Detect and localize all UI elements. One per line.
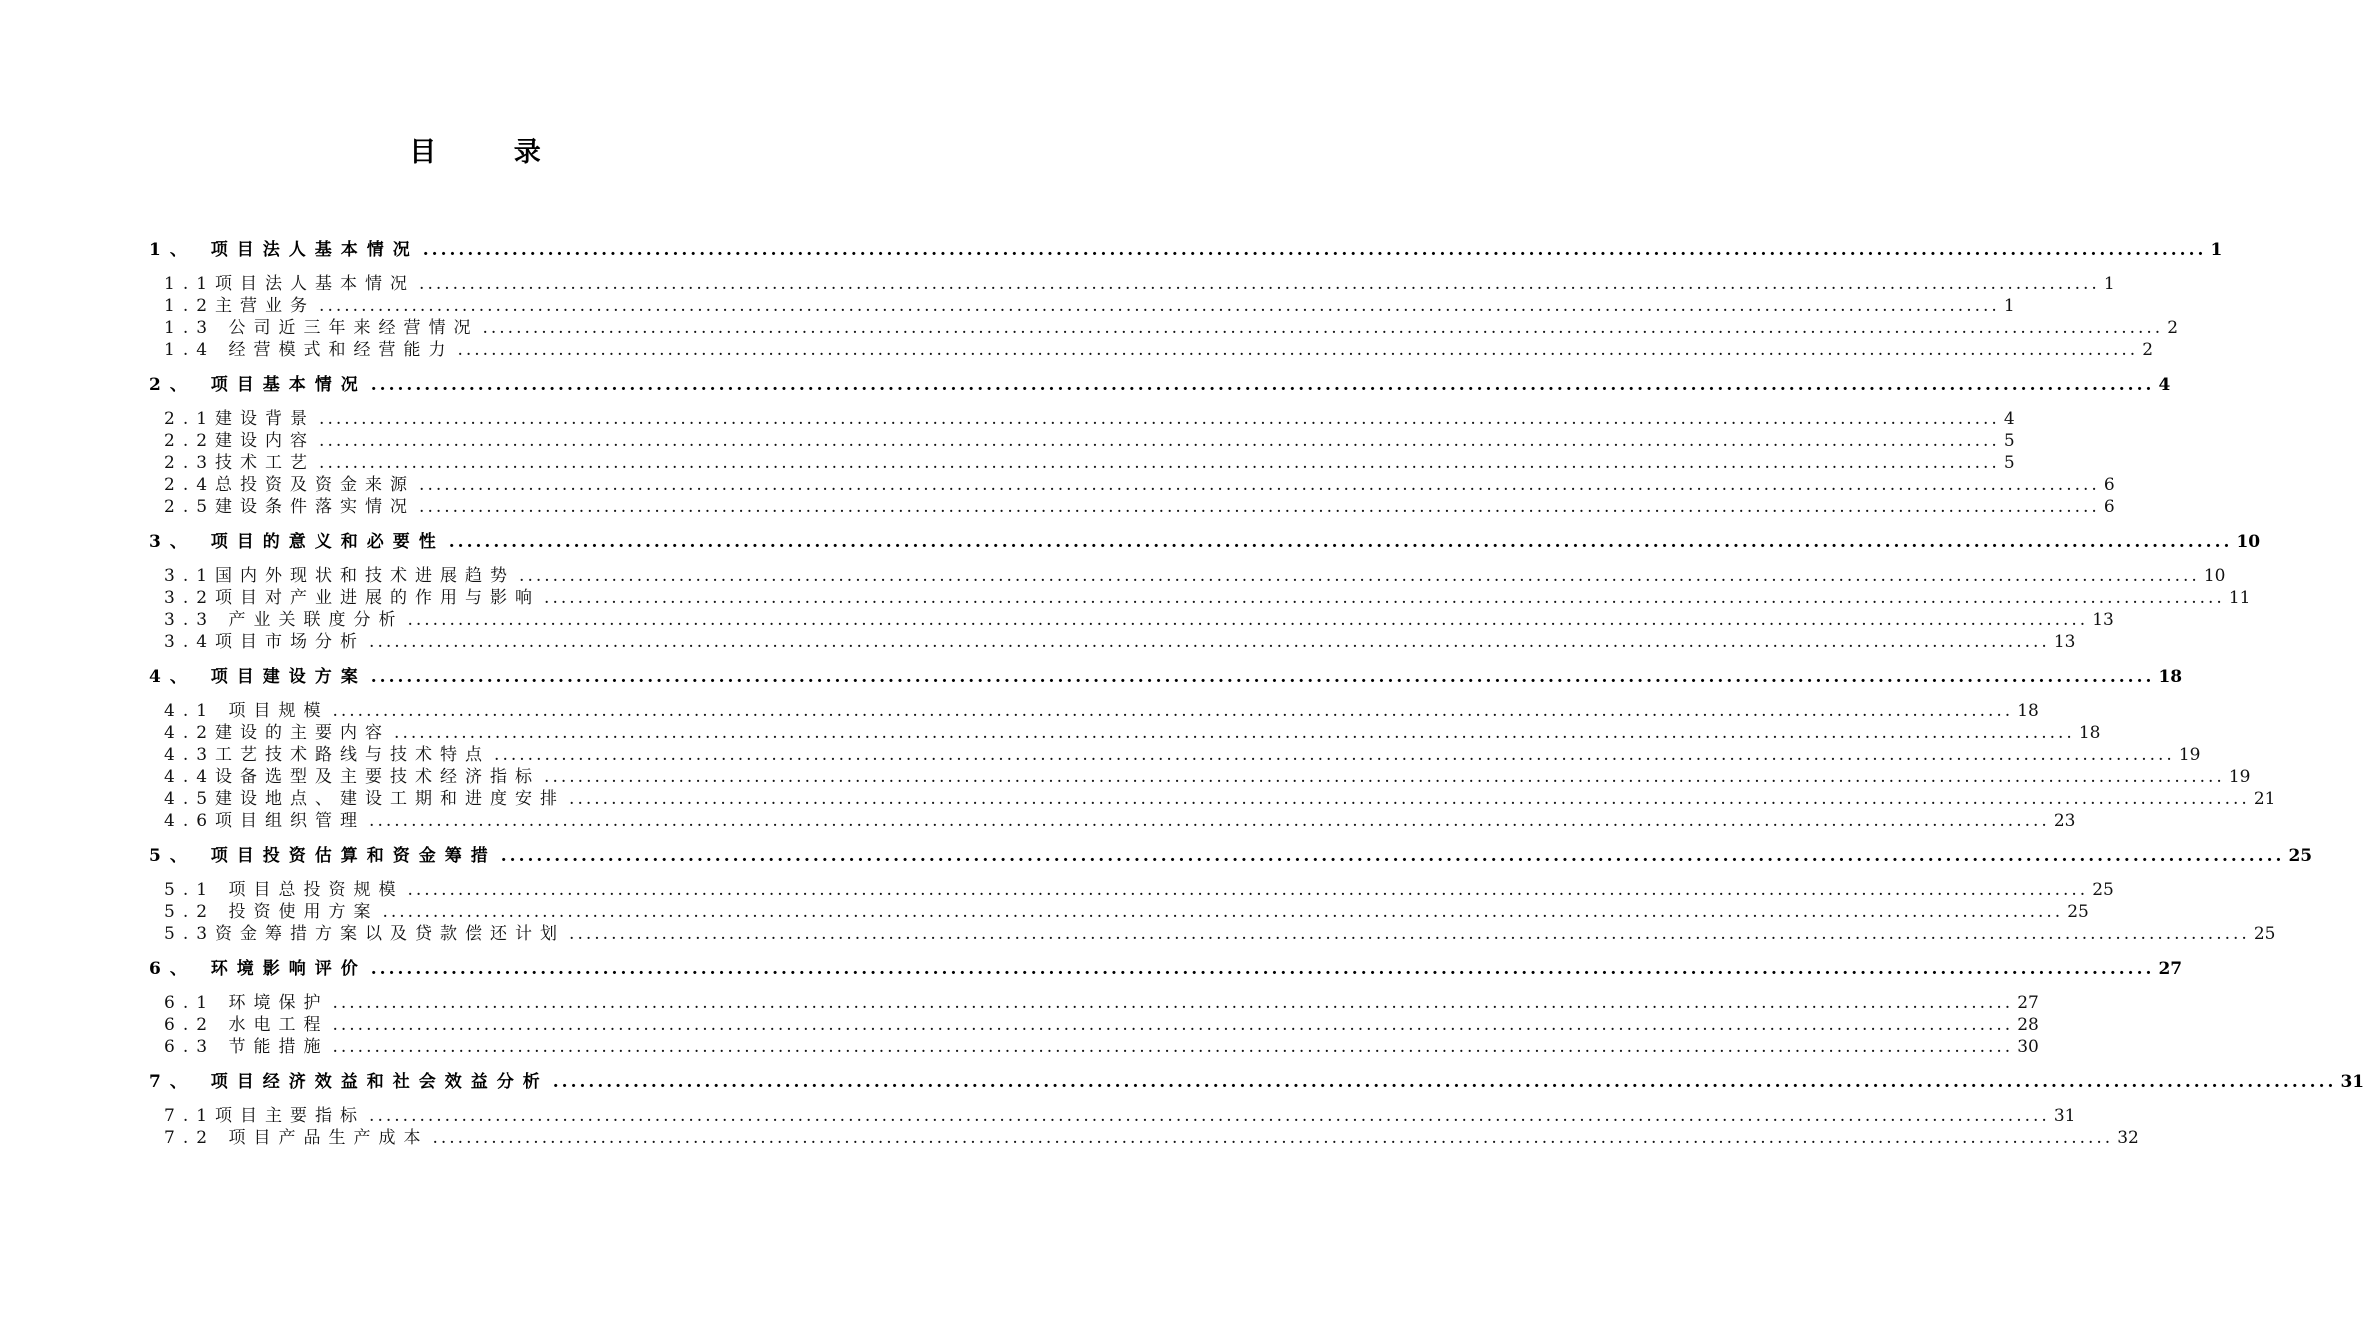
- toc-leader-dots: ........................................................................................................................................................................................................: [544, 767, 2225, 787]
- toc-leader-dots: ........................................................................................................................................................................................................: [394, 723, 2075, 743]
- toc-entry-label: 4、 项目建设方案: [149, 667, 367, 687]
- toc-entry-label: 6.3 节能措施: [164, 1037, 329, 1057]
- toc-page-number: 31: [2053, 1106, 2076, 1126]
- toc-leader-dots: ........................................................................................................................................................................................................: [482, 318, 2164, 338]
- toc-section-entry: [149, 922, 2276, 944]
- toc-page-number: 18: [2078, 723, 2101, 743]
- toc-entry-label: 4.5建设地点、建设工期和进度安排: [164, 789, 566, 809]
- toc-page-number: 19: [2228, 767, 2251, 787]
- toc-chapter-entry: [149, 238, 2223, 260]
- toc-leader-dots: ........................................................................................................................................................................................................: [319, 453, 2000, 473]
- toc-leader-dots: ........................................................................................................................................................................................................: [569, 924, 2250, 944]
- toc-leader-dots: ........................................................................................................................................................................................................: [319, 409, 2000, 429]
- toc-leader-dots: ........................................................................................................................................................................................................: [457, 340, 2139, 360]
- toc-page-number: 21: [2253, 789, 2276, 809]
- toc-page-number: 6: [2103, 497, 2115, 517]
- toc-leader-dots: ........................................................................................................................................................................................................: [369, 811, 2050, 831]
- toc-entry-label: 3.4项目市场分析: [164, 632, 366, 652]
- toc-page-number: 5: [2003, 453, 2015, 473]
- toc-entry-label: 1、 项目法人基本情况: [149, 240, 419, 260]
- toc-page-number: 10: [2236, 532, 2261, 552]
- toc-page-number: 32: [2117, 1128, 2139, 1148]
- toc-page-number: 11: [2228, 588, 2251, 608]
- toc-section-entry: [149, 338, 2154, 360]
- toc-entry-label: 3.3 产业关联度分析: [164, 610, 404, 630]
- toc-entry-label: 6.1 环境保护: [164, 993, 329, 1013]
- toc-section-entry: [149, 1035, 2039, 1057]
- toc-page-number: 13: [2053, 632, 2076, 652]
- toc-entry-label: 4.6项目组织管理: [164, 811, 366, 831]
- table-of-contents: [149, 238, 2364, 1148]
- toc-entry-label: 2.5建设条件落实情况: [164, 497, 416, 517]
- toc-page-number: 18: [2158, 667, 2183, 687]
- toc-entry-label: 7.2 项目产品生产成本: [164, 1128, 429, 1148]
- toc-leader-dots: ........................................................................................................................................................................................................: [422, 240, 2207, 260]
- toc-page-number: 31: [2340, 1072, 2364, 1092]
- toc-page-number: 25: [2067, 902, 2089, 922]
- toc-page-number: 25: [2288, 846, 2313, 866]
- toc-leader-dots: ........................................................................................................................................................................................................: [569, 789, 2250, 809]
- toc-section-entry: [149, 495, 2115, 517]
- toc-page-number: 1: [2210, 240, 2223, 260]
- toc-page-number: 10: [2203, 566, 2226, 586]
- toc-entry-label: 1.4 经营模式和经营能力: [164, 340, 454, 360]
- toc-page-number: 27: [2158, 959, 2183, 979]
- toc-page-number: 5: [2003, 431, 2015, 451]
- toc-entry-label: 6.2 水电工程: [164, 1015, 329, 1035]
- toc-chapter-entry: [149, 1070, 2364, 1092]
- toc-page-number: 13: [2092, 610, 2114, 630]
- toc-page-number: 4: [2003, 409, 2015, 429]
- toc-entry-label: 7、 项目经济效益和社会效益分析: [149, 1072, 549, 1092]
- toc-leader-dots: ........................................................................................................................................................................................................: [448, 532, 2233, 552]
- toc-page-number: 27: [2017, 993, 2039, 1013]
- toc-leader-dots: ........................................................................................................................................................................................................: [369, 1106, 2050, 1126]
- toc-page-number: 19: [2178, 745, 2201, 765]
- toc-entry-label: 5.2 投资使用方案: [164, 902, 379, 922]
- toc-leader-dots: ........................................................................................................................................................................................................: [370, 375, 2155, 395]
- toc-chapter-entry: [149, 530, 2261, 552]
- toc-entry-label: 3、 项目的意义和必要性: [149, 532, 445, 552]
- toc-entry-label: 1.3 公司近三年来经营情况: [164, 318, 479, 338]
- toc-entry-label: 7.1项目主要指标: [164, 1106, 366, 1126]
- toc-entry-label: 4.4设备选型及主要技术经济指标: [164, 767, 541, 787]
- toc-leader-dots: ........................................................................................................................................................................................................: [319, 431, 2000, 451]
- toc-entry-label: 4.3工艺技术路线与技术特点: [164, 745, 491, 765]
- toc-entry-label: 4.1 项目规模: [164, 701, 329, 721]
- toc-leader-dots: ........................................................................................................................................................................................................: [332, 1015, 2014, 1035]
- toc-page-number: 6: [2103, 475, 2115, 495]
- toc-entry-label: 5.1 项目总投资规模: [164, 880, 404, 900]
- toc-page-number: 2: [2167, 318, 2179, 338]
- toc-section-entry: [149, 809, 2076, 831]
- toc-chapter-entry: [149, 665, 2183, 687]
- toc-leader-dots: ........................................................................................................................................................................................................: [419, 497, 2100, 517]
- toc-leader-dots: ........................................................................................................................................................................................................: [494, 745, 2175, 765]
- toc-page-number: 18: [2017, 701, 2039, 721]
- toc-page-number: 2: [2142, 340, 2154, 360]
- toc-leader-dots: ........................................................................................................................................................................................................: [332, 1037, 2014, 1057]
- toc-section-entry: [149, 630, 2076, 652]
- toc-entry-label: 2.2建设内容: [164, 431, 316, 451]
- toc-leader-dots: ........................................................................................................................................................................................................: [332, 701, 2014, 721]
- page-title: 目 录: [409, 137, 575, 168]
- toc-leader-dots: ........................................................................................................................................................................................................: [552, 1072, 2337, 1092]
- toc-chapter-entry: [149, 844, 2313, 866]
- toc-entry-label: 2、 项目基本情况: [149, 375, 367, 395]
- toc-leader-dots: ........................................................................................................................................................................................................: [419, 475, 2100, 495]
- toc-entry-label: 2.1建设背景: [164, 409, 316, 429]
- toc-entry-label: 6、 环境影响评价: [149, 959, 367, 979]
- toc-page-number: 1: [2103, 274, 2115, 294]
- toc-leader-dots: ........................................................................................................................................................................................................: [382, 902, 2064, 922]
- toc-entry-label: 5、 项目投资估算和资金筹措: [149, 846, 497, 866]
- toc-page-number: 28: [2017, 1015, 2039, 1035]
- toc-entry-label: 1.1项目法人基本情况: [164, 274, 416, 294]
- toc-entry-label: 2.4总投资及资金来源: [164, 475, 416, 495]
- toc-entry-label: 3.2项目对产业进展的作用与影响: [164, 588, 541, 608]
- toc-leader-dots: ........................................................................................................................................................................................................: [332, 993, 2014, 1013]
- toc-page-number: 25: [2253, 924, 2276, 944]
- toc-leader-dots: ........................................................................................................................................................................................................: [432, 1128, 2114, 1148]
- toc-section-entry: [149, 1126, 2139, 1148]
- toc-leader-dots: ........................................................................................................................................................................................................: [407, 610, 2089, 630]
- toc-page-number: 30: [2017, 1037, 2039, 1057]
- toc-chapter-entry: [149, 957, 2183, 979]
- toc-page-number: 23: [2053, 811, 2076, 831]
- toc-entry-label: 2.3技术工艺: [164, 453, 316, 473]
- toc-entry-label: 5.3资金筹措方案以及贷款偿还计划: [164, 924, 566, 944]
- toc-leader-dots: ........................................................................................................................................................................................................: [407, 880, 2089, 900]
- toc-page-number: 25: [2092, 880, 2114, 900]
- toc-leader-dots: ........................................................................................................................................................................................................: [419, 274, 2100, 294]
- toc-leader-dots: ........................................................................................................................................................................................................: [519, 566, 2200, 586]
- toc-chapter-entry: [149, 373, 2171, 395]
- toc-page-number: 1: [2003, 296, 2015, 316]
- toc-leader-dots: ........................................................................................................................................................................................................: [370, 959, 2155, 979]
- toc-leader-dots: ........................................................................................................................................................................................................: [500, 846, 2285, 866]
- toc-leader-dots: ........................................................................................................................................................................................................: [370, 667, 2155, 687]
- toc-entry-label: 1.2主营业务: [164, 296, 316, 316]
- toc-leader-dots: ........................................................................................................................................................................................................: [319, 296, 2000, 316]
- toc-entry-label: 3.1国内外现状和技术进展趋势: [164, 566, 516, 586]
- toc-leader-dots: ........................................................................................................................................................................................................: [544, 588, 2225, 608]
- toc-leader-dots: ........................................................................................................................................................................................................: [369, 632, 2050, 652]
- toc-entry-label: 4.2建设的主要内容: [164, 723, 391, 743]
- toc-page-number: 4: [2158, 375, 2171, 395]
